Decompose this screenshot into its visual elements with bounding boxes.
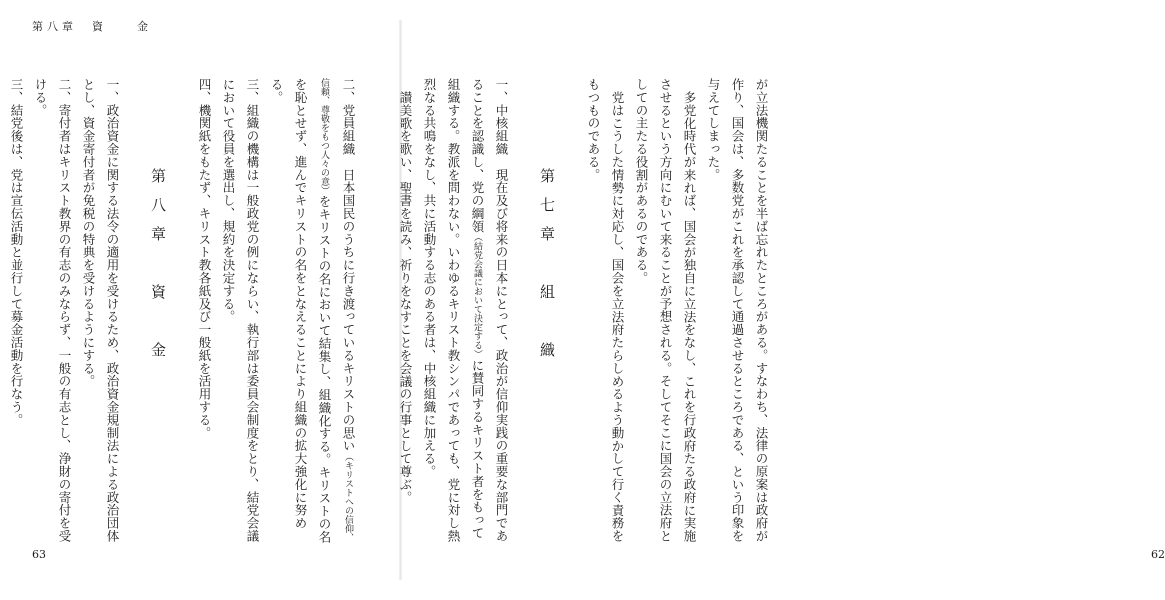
org-item-3 <box>216 78 264 548</box>
left-page <box>0 0 400 600</box>
right-page <box>398 0 1165 600</box>
page-number: 63 <box>32 548 46 561</box>
item-label: 三、 <box>245 78 260 104</box>
item-text: 党員組織 日本国民のうちに行き渡っているキリストの思い <box>341 103 356 453</box>
left-page-text <box>9 78 360 548</box>
item-text-cont: に賛同するキリスト者をもって組織する。教派を問わない。いわゆるキリスト教シンパであっても、党に対し熱烈なる共鳴をなし、共に活動する志のある者は、中核組織に加える。 <box>422 78 485 543</box>
item-label: 四、 <box>197 78 212 104</box>
org-item-2 <box>264 78 360 548</box>
paragraph: が立法機関たることを半ば忘れたところがある。すなわち、法律の原案は政府が作り、国会は、多数党がこれを承認して通過させるところである、という印象を与えてしまった。 <box>706 78 769 543</box>
org-item-1 <box>417 78 513 548</box>
item-note: （キリストへの信仰、信頼、尊敬をもつ人々の意） <box>319 78 353 543</box>
page-number: 62 <box>1151 548 1165 561</box>
funds-item-1 <box>76 78 124 548</box>
item-label: 三、 <box>9 78 24 104</box>
item-label: 二、 <box>57 78 72 104</box>
item-label: 二、 <box>341 78 356 104</box>
paragraph: 党はこうした情勢に対応し、国会を立法府たらしめるよう動かして行く責務をもつものである。 <box>586 78 625 542</box>
org-item-4 <box>192 78 216 548</box>
item-label: 一、 <box>494 78 509 104</box>
item-text-cont: をキリストの名において結集し、組織化する。キリストの名を恥とせず、進んでキリストの名をとなえることにより組織の拡大強化に努める。 <box>269 78 332 544</box>
paragraph: 讃美歌を歌い、聖書を読み、祈りをなすことを会議の行事として尊ぶ。 <box>398 90 413 504</box>
funds-item-2 <box>28 78 76 548</box>
item-text: 寄付者はキリスト教界の有志のみならず、一般の有志とし、浄財の寄付を受ける。 <box>33 78 72 543</box>
chapter-8-title: 第八章 資 金 <box>149 168 167 371</box>
item-note: （結党会議において決定する） <box>472 232 482 359</box>
item-text: 中核組織 現在及び将来の日本にとって、政治が信仰実践の重要な部門であることを認識し、党の綱領 <box>470 78 509 543</box>
item-label: 一、 <box>105 78 120 104</box>
item-text: 組織の機構は一般政党の例にならい、執行部は委員会制度をとり、結党会議において役員を選出し、規約を決定する。 <box>221 78 260 543</box>
right-page-text <box>398 78 773 548</box>
item-text: 機関紙をもたず、キリスト教各紙及び一般紙を活用する。 <box>197 103 212 440</box>
item-text: 政治資金に関する法令の適用を受けるため、政治資金規制法による政治団体とし、資金寄付者が免税の特典を受けるようにする。 <box>81 78 120 543</box>
paragraph: 多党化時代が来れば、国会が独自に立法をなし、これを行政府たる政府に実施させるという方向にむいて来ることが予想される。そしてそこに国会の立法府としての主たる役割があるのである。 <box>634 78 697 543</box>
funds-item-4 <box>0 78 4 548</box>
running-head: 第八章 資 金 <box>32 20 152 33</box>
item-text: 結党後は、党は宣伝活動と並行して募金活動を行なう。 <box>9 103 24 427</box>
funds-item-3 <box>4 78 28 548</box>
chapter-7-title: 第七章 組 織 <box>538 168 556 371</box>
